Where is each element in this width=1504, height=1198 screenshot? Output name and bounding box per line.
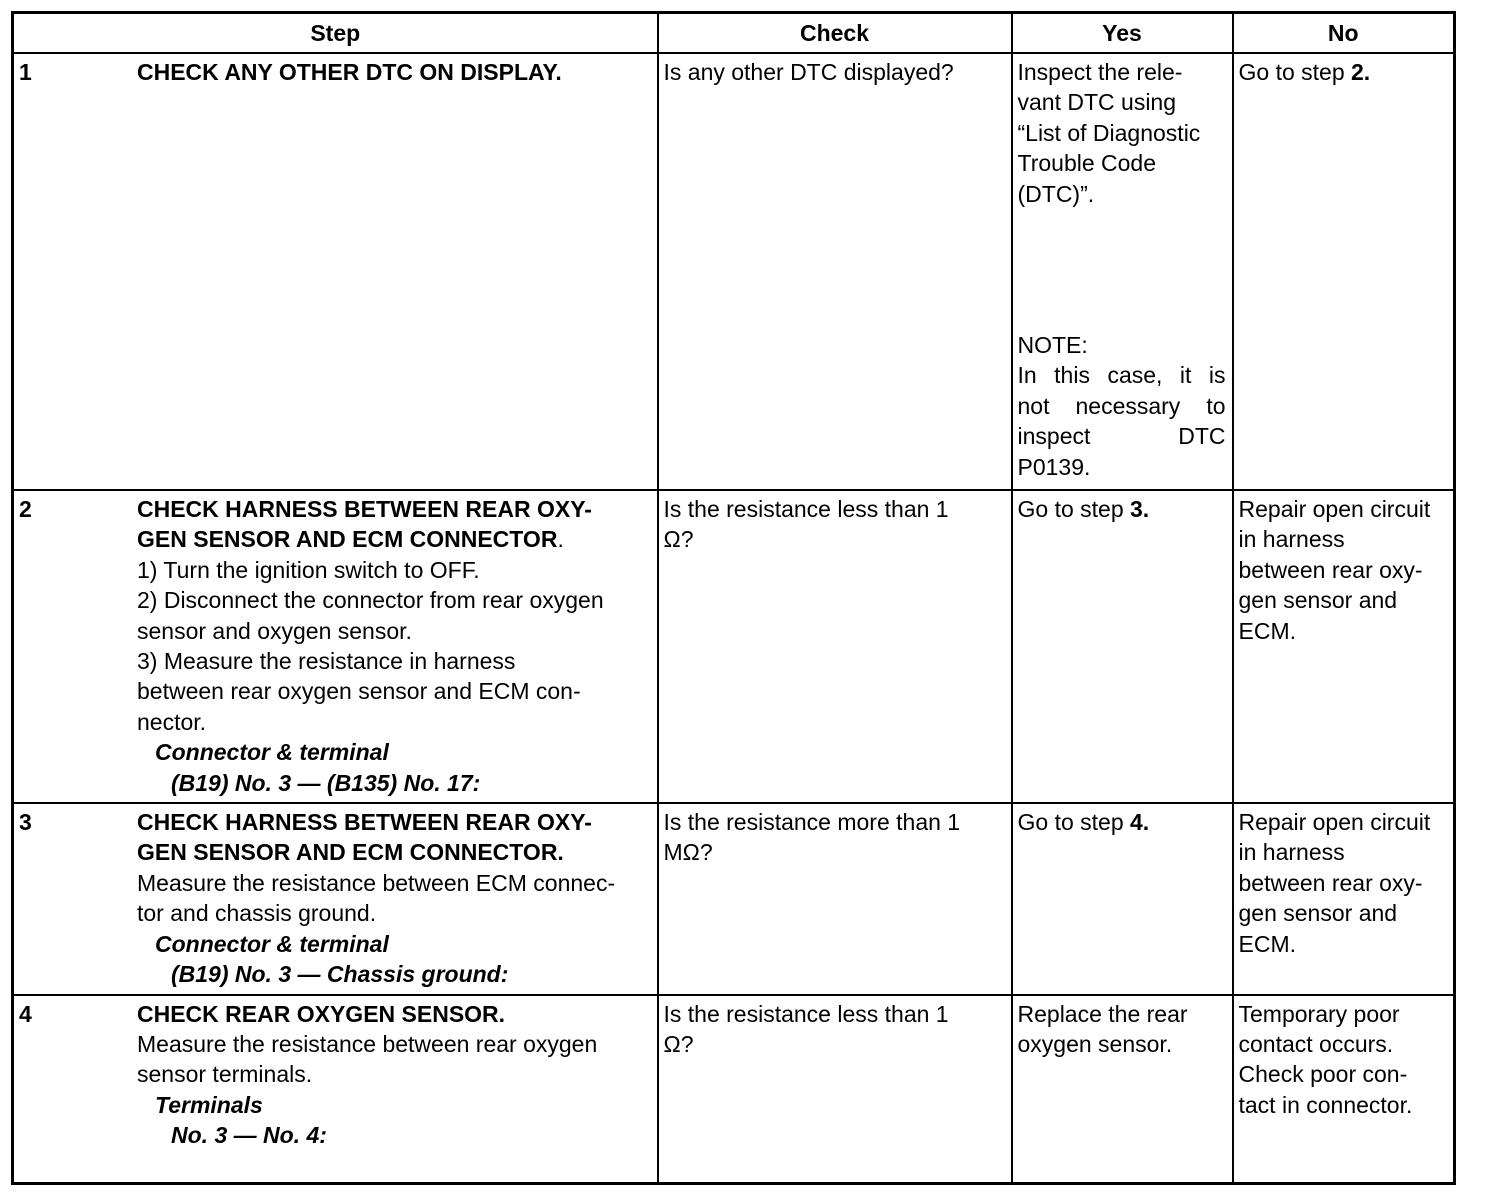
yes-text: Go to step <box>1017 809 1131 836</box>
table-row-2 <box>13 490 1455 803</box>
header-step: Step <box>13 13 658 54</box>
step-title: CHECK HARNESS BETWEEN REAR OXY- <box>137 809 592 836</box>
no-line: contact occurs. <box>1238 1030 1394 1057</box>
yes-line: Replace the rear <box>1017 1000 1188 1027</box>
step-title: CHECK ANY OTHER DTC ON DISPLAY. <box>137 59 562 85</box>
no-cell-1 <box>1233 53 1455 490</box>
no-cell-3 <box>1233 803 1455 994</box>
step-title: GEN SENSOR AND ECM CONNECTOR <box>137 526 558 553</box>
no-cell-2 <box>1233 490 1455 803</box>
step-number: 1 <box>19 59 32 85</box>
no-line: gen sensor and <box>1238 587 1398 614</box>
step-number: 2 <box>19 496 32 522</box>
yes-cell-4 <box>1012 995 1233 1184</box>
connector-value: (B19) No. 3 — Chassis ground: <box>171 961 509 988</box>
table-row-4 <box>13 995 1455 1184</box>
diagnostic-table <box>11 11 1456 1185</box>
no-line: between rear oxy- <box>1238 556 1423 583</box>
yes-cell-2 <box>1012 490 1233 803</box>
yes-cell-1 <box>1012 53 1233 490</box>
header-check: Check <box>658 13 1012 54</box>
note-line: not necessary to <box>1017 392 1226 419</box>
check-text: Is any other DTC displayed? <box>663 59 954 85</box>
check-text: Is the resistance less than 1 <box>663 1000 949 1027</box>
yes-line: (DTC)”. <box>1017 180 1095 207</box>
check-cell-4 <box>658 995 1012 1184</box>
step-title: CHECK HARNESS BETWEEN REAR OXY- <box>137 496 592 522</box>
step-title-period: . <box>557 526 564 553</box>
no-line: Repair open circuit <box>1238 809 1431 836</box>
step-instruction: 3) Measure the resistance in harness <box>137 648 516 675</box>
connector-label: Connector & terminal <box>155 739 389 766</box>
check-text: Is the resistance less than 1 <box>663 496 949 522</box>
terminals-value: No. 3 — No. 4: <box>171 1122 327 1149</box>
step-instruction: 1) Turn the ignition switch to OFF. <box>137 556 480 583</box>
yes-line: Inspect the rele- <box>1017 59 1183 85</box>
check-text: Is the resistance more than 1 <box>663 809 961 836</box>
yes-line: vant DTC using <box>1017 89 1177 116</box>
note-line: In this case, it is <box>1017 362 1226 389</box>
table-row-1 <box>13 53 1455 490</box>
no-line: tact in connector. <box>1238 1091 1413 1118</box>
header-no: No <box>1233 13 1455 54</box>
table-row-3 <box>13 803 1455 994</box>
header-yes: Yes <box>1012 13 1233 54</box>
no-line: Check poor con- <box>1238 1061 1408 1088</box>
no-text: Go to step <box>1238 59 1352 85</box>
step-instruction: nector. <box>137 708 207 735</box>
check-text: Ω? <box>663 526 694 553</box>
connector-label: Connector & terminal <box>155 930 389 957</box>
no-line: ECM. <box>1238 930 1296 957</box>
step-instruction: 2) Disconnect the connector from rear oxygen <box>137 587 604 614</box>
step-cell-1 <box>13 53 658 490</box>
step-instruction: Measure the resistance between rear oxygen <box>137 1030 598 1057</box>
yes-cell-3 <box>1012 803 1233 994</box>
no-line: in harness <box>1238 839 1345 866</box>
connector-value: (B19) No. 3 — (B135) No. 17: <box>171 769 481 796</box>
yes-line: oxygen sensor. <box>1017 1030 1173 1057</box>
step-number: 4 <box>19 1000 32 1027</box>
check-cell-3 <box>658 803 1012 994</box>
yes-step-ref: 3. <box>1130 496 1150 522</box>
yes-line: Trouble Code <box>1017 150 1157 177</box>
no-line: between rear oxy- <box>1238 869 1423 896</box>
step-instruction: tor and chassis ground. <box>137 900 377 927</box>
step-cell-3 <box>13 803 658 994</box>
yes-step-ref: 4. <box>1130 809 1150 836</box>
step-instruction: Measure the resistance between ECM connec- <box>137 869 616 896</box>
no-line: Repair open circuit <box>1238 496 1431 522</box>
no-cell-4 <box>1233 995 1455 1184</box>
note-label: NOTE: <box>1017 332 1088 359</box>
check-cell-2 <box>658 490 1012 803</box>
step-title: GEN SENSOR AND ECM CONNECTOR. <box>137 839 564 866</box>
note-line: inspect DTC <box>1017 423 1226 450</box>
check-cell-1 <box>658 53 1012 490</box>
header-row <box>13 13 1455 54</box>
terminals-label: Terminals <box>155 1091 263 1118</box>
step-number: 3 <box>19 809 32 836</box>
step-instruction: between rear oxygen sensor and ECM con- <box>137 678 581 705</box>
step-instruction: sensor and oxygen sensor. <box>137 617 412 644</box>
step-cell-2 <box>13 490 658 803</box>
step-instruction: sensor terminals. <box>137 1061 313 1088</box>
step-title: CHECK REAR OXYGEN SENSOR. <box>137 1000 506 1027</box>
check-text: Ω? <box>663 1030 694 1057</box>
no-line: ECM. <box>1238 617 1296 644</box>
no-line: gen sensor and <box>1238 900 1398 927</box>
note-line: P0139. <box>1017 453 1091 480</box>
no-step-ref: 2. <box>1351 59 1371 85</box>
no-line: Temporary poor <box>1238 1000 1400 1027</box>
yes-line: “List of Diagnostic <box>1017 119 1201 146</box>
no-line: in harness <box>1238 526 1345 553</box>
check-text: MΩ? <box>663 839 713 866</box>
step-cell-4 <box>13 995 658 1184</box>
yes-text: Go to step <box>1017 496 1131 522</box>
